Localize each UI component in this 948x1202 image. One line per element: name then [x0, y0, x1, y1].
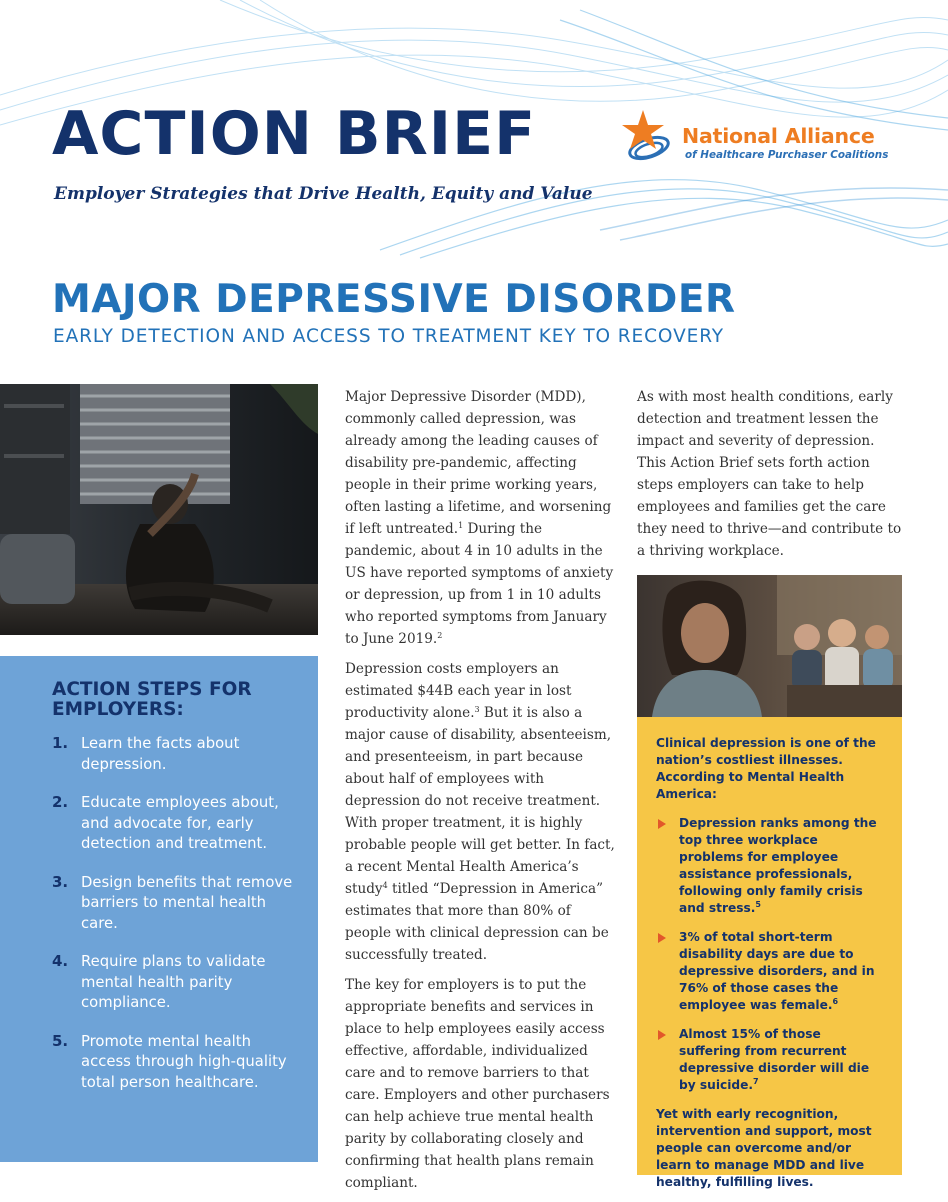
body-column-middle: [345, 386, 617, 1202]
action-step: [52, 793, 302, 855]
callout-item: [656, 815, 884, 917]
footnote-ref: 7: [753, 1077, 759, 1086]
page-title: MAJOR DEPRESSIVE DISORDER: [52, 277, 736, 322]
body-text: Major Depressive Disorder (MDD), commonly called depression, was already among the leading causes of disability pre-pandemic, affecting people in their prime working years, often lasting a lifetime, and worsening if left untreated.: [345, 389, 612, 537]
callout-closing: Yet with early recognition, intervention and support, most people can overcome and/or learn to manage MDD and live healthy, fulfilling lives.: [656, 1107, 872, 1189]
step-text: Educate employees about, and advocate for, early detection and treatment.: [81, 794, 279, 852]
footnote-ref: 2: [437, 631, 443, 640]
callout-item: [656, 929, 884, 1014]
body-paragraph: As with most health conditions, early detection and treatment lessen the impact and severity of depression. This Action Brief sets forth action steps employers can take to help employees and families get the care they need to thrive—and contribute to a thriving workplace.: [637, 389, 902, 559]
step-text: Promote mental health access through high-quality total person healthcare.: [81, 1032, 287, 1091]
bullet-arrow-icon: [658, 933, 666, 943]
step-text: Require plans to validate mental health parity compliance.: [81, 953, 266, 1011]
page-subtitle: EARLY DETECTION AND ACCESS TO TREATMENT KEY TO RECOVERY: [53, 326, 724, 347]
action-step: [52, 734, 302, 775]
callout-box: [637, 717, 902, 1189]
callout-content: [656, 735, 884, 1191]
footnote-ref: 4: [382, 881, 388, 890]
step-text: Learn the facts about depression.: [81, 735, 240, 773]
step-number: 1.: [52, 734, 69, 752]
photo-sad-person-sitting: [0, 384, 318, 635]
logo-subname: of Healthcare Purchaser Coalitions: [685, 149, 889, 161]
body-text: titled “Depression in America” estimates that more than 80% of people with clinical depression can be successfully treated.: [345, 881, 609, 963]
body-paragraph: [345, 658, 617, 966]
callout-item-text: Almost 15% of those suffering from recurrent depressive disorder will die by suicide.: [679, 1027, 870, 1092]
action-steps-heading: ACTION STEPS FOR EMPLOYERS:: [52, 679, 252, 720]
footnote-ref: 6: [832, 997, 839, 1006]
brief-title: ACTION BRIEF: [52, 99, 537, 169]
action-steps-list: [52, 734, 302, 1111]
body-column-right: [637, 386, 902, 570]
body-paragraph: [345, 386, 617, 650]
body-paragraph: The key for employers is to put the appropriate benefits and services in place to help employees easily access effective, affordable, individualized care and to remove barriers to that care. Employers and other purchasers can help achieve true mental health parity by collaborating closely and confirming that health plans remain compliant.: [345, 977, 610, 1191]
step-number: 5.: [52, 1031, 69, 1050]
body-text: Depression costs employers an estimated $44B each year in lost productivity alone.: [345, 661, 572, 721]
callout-list: [656, 815, 884, 1094]
action-step: [52, 952, 302, 1014]
step-number: 2.: [52, 793, 69, 811]
photo-woman-in-support-group: [637, 575, 902, 717]
bullet-arrow-icon: [658, 1030, 666, 1040]
body-text: But it is also a major cause of disability, absenteeism, and presenteeism, in part because about half of employees with depression do not receive treatment. With proper treatment, it is highly probable people will get better. In fact, a recent Mental Health America’s study: [345, 705, 615, 897]
callout-item-text: Depression ranks among the top three workplace problems for employee assistance professionals, following only family crisis and stress.: [679, 816, 877, 915]
brief-tagline: Employer Strategies that Drive Health, Equity and Value: [54, 184, 593, 204]
callout-item-text: 3% of total short-term disability days are due to depressive disorders, and in 76% of those cases the employee was female.: [679, 930, 875, 1012]
footnote-ref: 5: [755, 900, 761, 909]
body-text: During the pandemic, about 4 in 10 adults in the US have reported symptoms of anxiety or depression, up from 1 in 10 adults who reported symptoms from January to June 2019.: [345, 521, 614, 647]
callout-item: [656, 1026, 884, 1094]
bullet-arrow-icon: [658, 819, 666, 829]
step-number: 4.: [52, 952, 69, 970]
action-step: [52, 873, 302, 935]
footnote-ref: 1: [458, 521, 464, 530]
action-steps-panel: [0, 656, 318, 1162]
callout-lead: Clinical depression is one of the nation’s costliest illnesses.: [656, 736, 876, 767]
footnote-ref: 3: [474, 705, 480, 714]
action-step: [52, 1032, 302, 1094]
step-text: Design benefits that remove barriers to mental health care.: [81, 873, 293, 932]
callout-intro: According to Mental Health America:: [656, 770, 845, 801]
step-number: 3.: [52, 872, 69, 891]
logo-name: National Alliance: [682, 124, 875, 148]
